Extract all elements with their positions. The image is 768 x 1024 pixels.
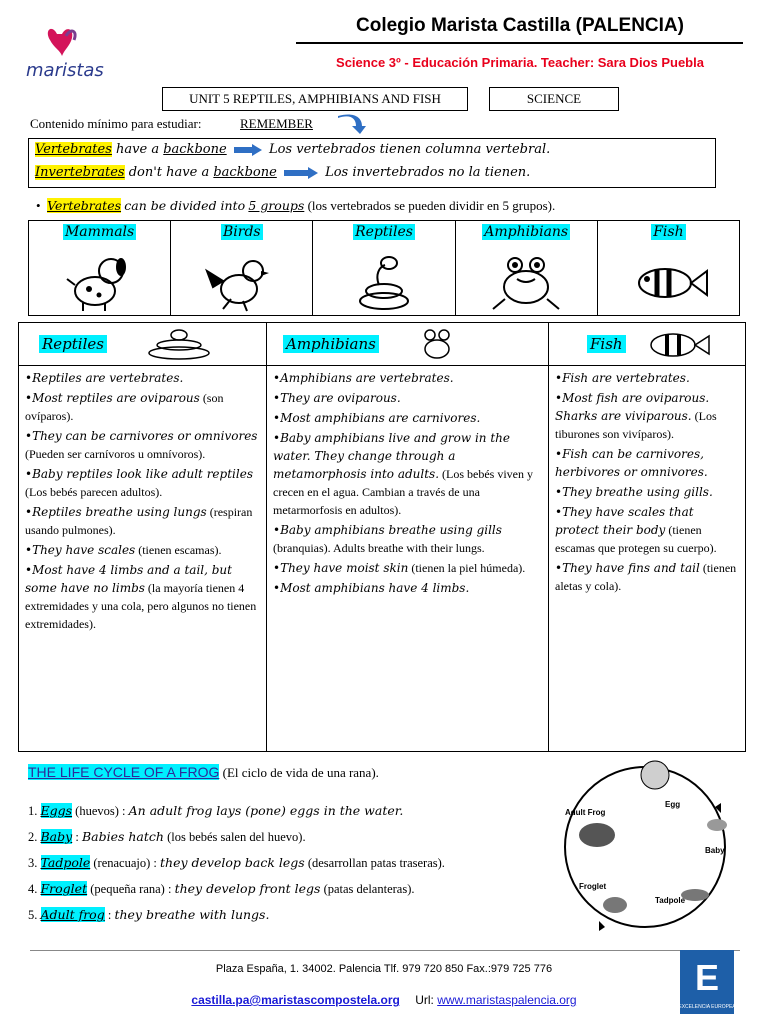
vertebrate-groups-table (28, 220, 740, 316)
fact-item: •Most amphibians have 4 limbs. (273, 581, 470, 595)
school-name: Colegio Marista Castilla (PALENCIA) (356, 15, 684, 36)
life-cycle-step: 4. Froglet (pequeña rana) : they develop front legs (patas delanteras). (28, 881, 415, 896)
remember-label: REMEMBER (240, 116, 313, 131)
fact-item: •Most have 4 limbs and a tail, but some have no limbs (la mayoría tienen 4 extremidades y una cola, pero algunos no tienen extremidades). (25, 563, 257, 631)
group-mammals: Mammals (29, 221, 171, 315)
svg-text:maristas: maristas (26, 60, 104, 81)
course-subtitle: Science 3º - Educación Primaria. Teacher: Sara Dios Puebla (336, 55, 704, 70)
maristas-logo (22, 22, 132, 82)
right-arrow-icon (234, 144, 262, 156)
right-arrow-icon (284, 167, 318, 179)
group-amphibians: Amphibians (456, 221, 598, 315)
frog-icon (417, 327, 457, 363)
subject-box: SCIENCE (489, 87, 619, 111)
website-link[interactable]: www.maristaspalencia.org (437, 993, 577, 1007)
svg-text:EXCELENCIA EUROPEA: EXCELENCIA EUROPEA (680, 1004, 734, 1010)
amphibians-heading: Amphibians (283, 335, 379, 353)
group-birds: Birds (171, 221, 313, 315)
contenido-label: Contenido mínimo para estudiar: (30, 116, 202, 131)
life-cycle-step: 3. Tadpole (renacuajo) : they develop back legs (desarrollan patas traseras). (28, 855, 445, 870)
contact-line: castilla.pa@maristascompostela.org Url: www.maristaspalencia.org (191, 993, 577, 1007)
fish-column (549, 323, 745, 751)
fact-item: •Baby reptiles look like adult reptiles (Los bebés parecen adultos). (25, 467, 253, 499)
header-divider (296, 42, 743, 44)
bird-icon (197, 251, 287, 313)
footer-divider (30, 950, 740, 951)
frog-icon (481, 251, 571, 313)
animal-classes-table (18, 322, 746, 752)
amphibians-facts (267, 366, 548, 597)
school-address: Plaza España, 1. 34002. Palencia Tlf. 979 720 850 Fax.:979 725 776 (215, 963, 553, 975)
label-froglet: Froglet (579, 882, 607, 891)
life-cycle-title: THE LIFE CYCLE OF A FROG (El ciclo de vida de una rana). (28, 764, 379, 780)
fact-item: •They breathe using gills. (555, 485, 713, 499)
life-cycle-step: 2. Baby : Babies hatch (los bebés salen del huevo). (28, 829, 306, 844)
fact-item: •They have moist skin (tienen la piel húmeda). (273, 561, 526, 575)
reptiles-column (19, 323, 267, 751)
life-cycle-step: 1. Eggs (huevos) : An adult frog lays (pone) eggs in the water. (28, 803, 404, 818)
fish-icon (623, 251, 713, 313)
term-invertebrates: Invertebrates (35, 165, 125, 180)
fact-item: •Reptiles are vertebrates. (25, 371, 184, 385)
groups-sentence: • Vertebrates can be divided into 5 groups (los vertebrados se pueden dividir en 5 grupos). (36, 198, 556, 213)
reptiles-facts (19, 366, 266, 633)
fish-heading: Fish (587, 335, 626, 353)
definitions-box (28, 138, 716, 188)
fact-item: •Baby amphibians live and grow in the water. They change through a metamorphosis into adults. (Los bebés viven y crecen en el agua. Cambian a través de una metarmorfosis en adultos). (273, 431, 534, 517)
unit-title-box: UNIT 5 REPTILES, AMPHIBIANS AND FISH (162, 87, 468, 111)
amphibians-column (267, 323, 549, 751)
fact-item: •Fish can be carnivores, herbivores or omnivores. (555, 447, 708, 479)
fish-icon (637, 329, 717, 361)
label-baby: Baby (705, 846, 725, 855)
frog-life-cycle-diagram (545, 755, 745, 940)
fact-item: •Most reptiles are oviparous (son ovíparos). (25, 391, 224, 423)
curved-arrow-icon (336, 112, 366, 136)
fish-facts (549, 366, 745, 595)
fact-item: •Most fish are oviparous. Sharks are viviparous. (Los tiburones son vivíparos). (555, 391, 717, 441)
term-vertebrates: Vertebrates (35, 142, 112, 157)
svg-text:E: E (694, 957, 720, 998)
group-fish: Fish (598, 221, 739, 315)
label-egg: Egg (665, 800, 681, 809)
group-reptiles: Reptiles (313, 221, 455, 315)
fact-item: •They can be carnivores or omnivores (Pueden ser carnívoros u omnívoros). (25, 429, 258, 461)
fact-item: •They have scales that protect their body (tienen escamas que protegen su cuerpo). (555, 505, 717, 555)
definition-invertebrates: Invertebrates don't have a backbone Los invertebrados no la tienen. (35, 165, 531, 180)
excelencia-europea-badge (680, 950, 734, 1014)
life-cycle-steps (28, 798, 548, 928)
label-tadpole: Tadpole (655, 896, 686, 905)
label-adult-frog: Adult Frog (565, 808, 606, 817)
fact-item: •They are oviparous. (273, 391, 401, 405)
reptiles-heading: Reptiles (39, 335, 107, 353)
life-cycle-step: 5. Adult frog : they breathe with lungs. (28, 907, 270, 922)
fact-item: •They have fins and tail (tienen aletas y cola). (555, 561, 737, 593)
fact-item: •Reptiles breathe using lungs (respiran usando pulmones). (25, 505, 253, 537)
dog-icon (55, 251, 145, 313)
email-link[interactable]: castilla.pa@maristascompostela.org (191, 993, 400, 1007)
fact-item: •Amphibians are vertebrates. (273, 371, 454, 385)
snake-icon (339, 251, 429, 313)
fact-item: •Baby amphibians breathe using gills (branquias). Adults breathe with their lungs. (273, 523, 502, 555)
fact-item: •They have scales (tienen escamas). (25, 543, 222, 557)
fact-item: •Fish are vertebrates. (555, 371, 690, 385)
fact-item: •Most amphibians are carnivores. (273, 411, 481, 425)
snake-icon (139, 327, 219, 361)
definition-vertebrates: Vertebrates have a backbone Los vertebrados tienen columna vertebral. (35, 142, 551, 157)
